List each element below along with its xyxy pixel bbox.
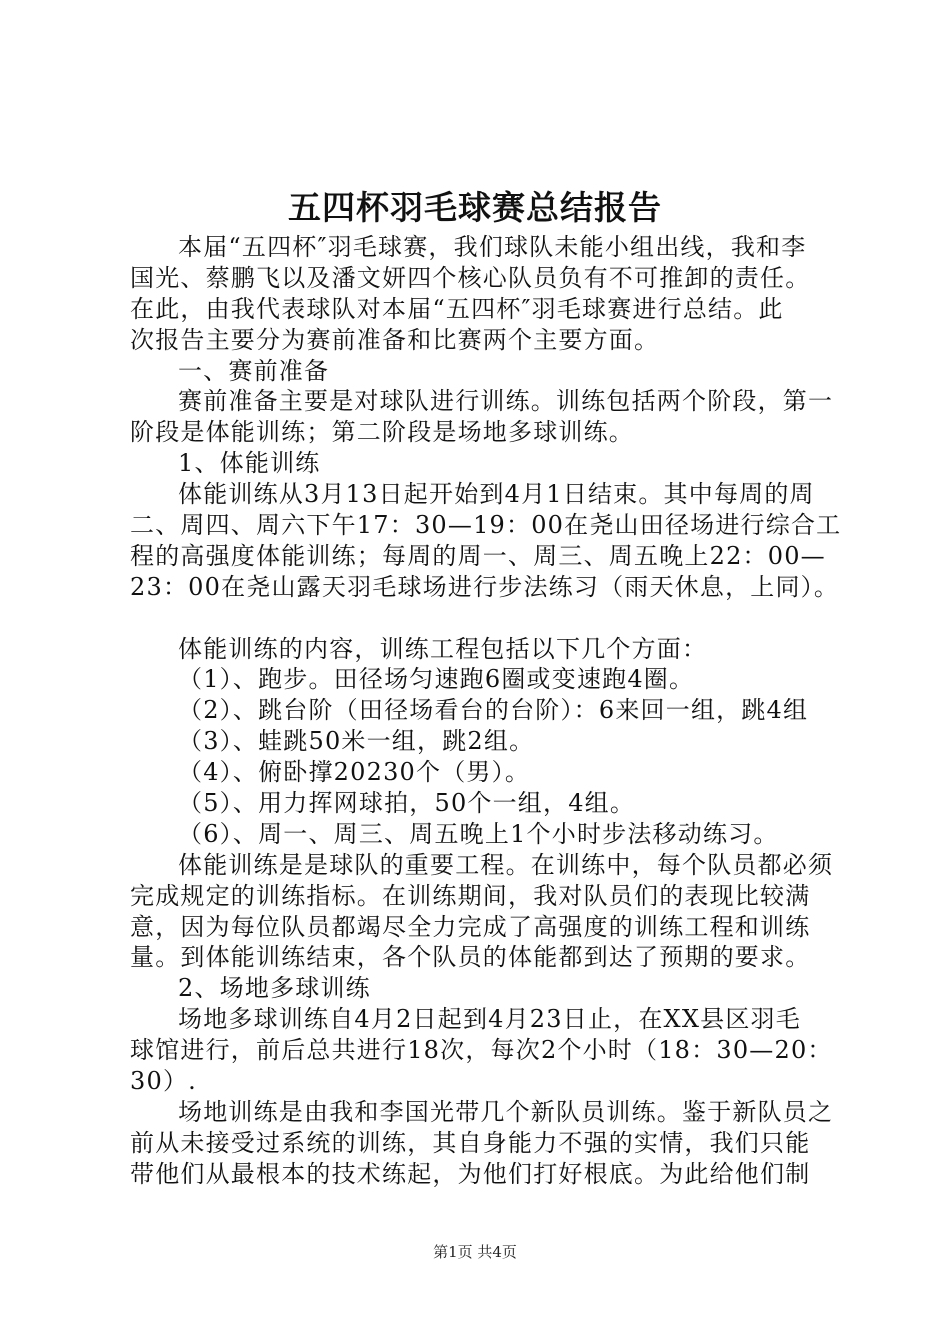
paragraph-line: 场地训练是由我和李国光带几个新队员训练。鉴于新队员之: [178, 1097, 834, 1126]
list-item: （5）、用力挥网球拍，50个一组，4组。: [178, 789, 636, 818]
paragraph-line: 二、周四、周六下午17：30—19：00在尧山田径场进行综合工: [130, 511, 842, 540]
paragraph-line: 体能训练的内容，训练工程包括以下几个方面：: [178, 634, 708, 663]
blank-line: [130, 603, 850, 634]
paragraph-line: 赛前准备主要是对球队进行训练。训练包括两个阶段，第一: [178, 387, 834, 416]
paragraph-line: 23：00在尧山露天羽毛球场进行步法练习（雨天休息，上同）。: [130, 572, 840, 601]
list-item: （6）、周一、周三、周五晚上1个小时步法移动练习。: [178, 819, 779, 848]
paragraph-line: 30）.: [130, 1067, 197, 1096]
list-item: （1）、跑步。田径场匀速跑6圈或变速跑4圈。: [178, 665, 695, 694]
paragraph-line: 量。到体能训练结束，各个队员的体能都到达了预期的要求。: [130, 943, 811, 972]
paragraph-line: 阶段是体能训练；第二阶段是场地多球训练。: [130, 418, 634, 447]
paragraph-line: 前从未接受过系统的训练，其自身能力不强的实情，我们只能: [130, 1128, 811, 1157]
paragraph-line: 程的高强度体能训练；每周的周一、周三、周五晚上22：00—: [130, 541, 826, 570]
subsection-heading: 1、体能训练: [178, 449, 321, 478]
list-item: （3）、蛙跳50米一组，跳2组。: [178, 727, 535, 756]
paragraph-line: 体能训练从3月13日起开始到4月1日结束。其中每周的周: [178, 480, 815, 509]
list-item: （4）、俯卧撑20230个（男）。: [178, 758, 531, 787]
document-body: [130, 232, 850, 1190]
paragraph-line: 体能训练是是球队的重要工程。在训练中，每个队员都必须: [178, 850, 834, 879]
section-heading: 一、赛前准备: [178, 356, 330, 385]
document-title: 五四杯羽毛球赛总结报告: [288, 188, 662, 227]
paragraph-line: 本届“五四杯″羽毛球赛，我们球队未能小组出线，我和李: [178, 233, 807, 261]
paragraph-line: 在此，由我代表球队对本届“五四杯″羽毛球赛进行总结。此: [130, 294, 784, 323]
list-item: （2）、跳台阶（田径场看台的台阶）：6来回一组，跳4组: [178, 696, 809, 725]
paragraph-line: 完成规定的训练指标。在训练期间，我对队员们的表现比较满: [130, 881, 811, 910]
paragraph-line: 带他们从最根本的技术练起，为他们打好根底。为此给他们制: [130, 1159, 811, 1188]
subsection-heading: 2、场地多球训练: [178, 974, 371, 1003]
paragraph-line: 次报告主要分为赛前准备和比赛两个主要方面。: [130, 325, 660, 354]
paragraph-line: 意，因为每位队员都竭尽全力完成了高强度的训练工程和训练: [130, 912, 811, 941]
paragraph-line: 国光、蔡鹏飞以及潘文妍四个核心队员负有不可推卸的责任。: [130, 263, 811, 292]
paragraph-line: 场地多球训练自4月2日起到4月23日止，在XX县区羽毛: [178, 1005, 801, 1034]
page-footer: 第1页 共4页: [433, 1243, 517, 1261]
paragraph-line: 球馆进行，前后总共进行18次，每次2个小时（18：30—20：: [130, 1036, 833, 1065]
